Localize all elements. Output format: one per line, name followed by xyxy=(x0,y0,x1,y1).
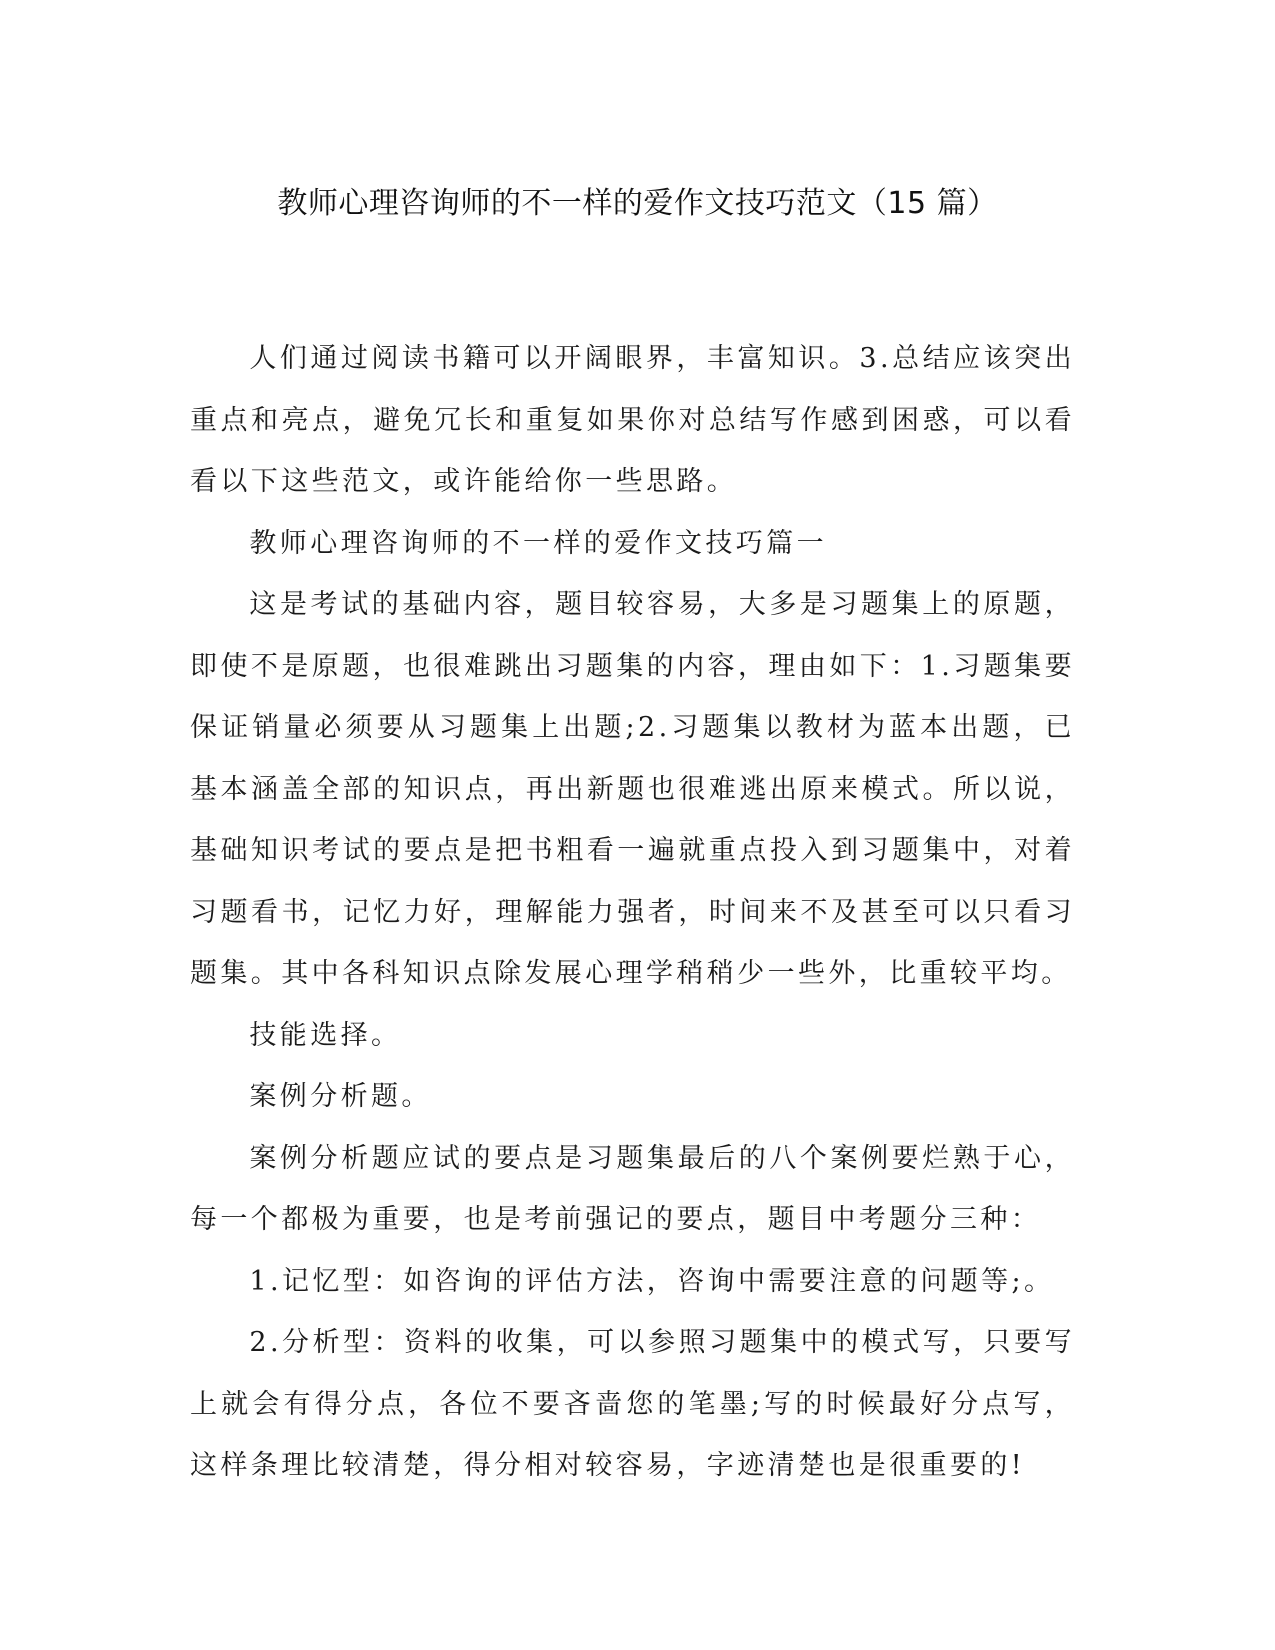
analysis-type-paragraph: 2.分析型：资料的收集，可以参照习题集中的模式写，只要写上就会有得分点，各位不要吝啬您的笔墨;写的时候最好分点写，这样条理比较清楚，得分相对较容易，字迹清楚也是很重要的! xyxy=(190,1327,1075,1481)
basic-content-paragraph: 这是考试的基础内容，题目较容易，大多是习题集上的原题，即使不是原题，也很难跳出习题集的内容，理由如下：1.习题集要保证销量必须要从习题集上出题;2.习题集以教材为蓝本出题，已基本涵盖全部的知识点，再出新题也很难逃出原来模式。所以说，基础知识考试的要点是把书粗看一遍就重点投入到习题集中，对着习题看书，记忆力好，理解能力强者，时间来不及甚至可以只看习题集。其中各科知识点除发展心理学稍稍少一些外，比重较平均。 xyxy=(190,589,1075,989)
document-title: 教师心理咨询师的不一样的爱作文技巧范文（15 篇） xyxy=(277,186,998,221)
intro-paragraph: 人们通过阅读书籍可以开阔眼界，丰富知识。3.总结应该突出重点和亮点，避免冗长和重复如果你对总结写作感到困惑，可以看看以下这些范文，或许能给你一些思路。 xyxy=(190,343,1075,497)
memory-type-paragraph: 1.记忆型：如咨询的评估方法，咨询中需要注意的问题等;。 xyxy=(249,1265,1055,1297)
case-analysis-heading: 案例分析题。 xyxy=(249,1081,432,1112)
section-heading: 教师心理咨询师的不一样的爱作文技巧篇一 xyxy=(249,527,827,559)
skill-choice-paragraph: 技能选择。 xyxy=(249,1019,402,1051)
document-body xyxy=(190,328,1075,1497)
case-analysis-paragraph: 案例分析题应试的要点是习题集最后的八个案例要烂熟于心，每一个都极为重要，也是考前强记的要点，题目中考题分三种： xyxy=(190,1142,1075,1235)
